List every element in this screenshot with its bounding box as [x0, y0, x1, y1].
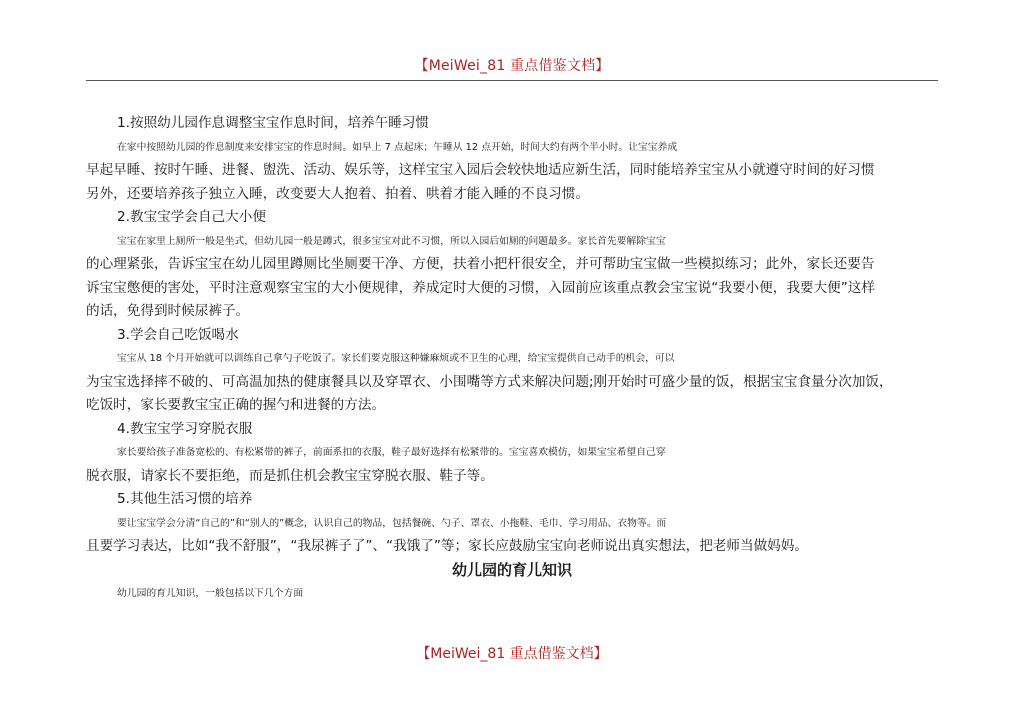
section-heading: 2.教宝宝学会自己大小便 [117, 209, 266, 225]
paragraph-line: 的心理紧张，告诉宝宝在幼儿园里蹲厕比坐厕要干净、方便，扶着小把杆很安全，并可帮助宝宝做一些模拟练习；此外，家长还要告 [86, 256, 875, 272]
section-paragraph [86, 512, 938, 559]
section-paragraph [86, 347, 938, 418]
paragraph-line: 幼儿园的育儿知识，一般包括以下几个方面 [117, 587, 304, 599]
section-heading: 1.按照幼儿园作息调整宝宝作息时间，培养午睡习惯 [117, 115, 430, 131]
header-divider [86, 80, 938, 81]
paragraph-line: 在家中按照幼儿园的作息制度来安排宝宝的作息时间。如早上 7 点起床；午睡从 12 点开始，时间大约有两个半小时。让宝宝养成 [117, 141, 678, 153]
paragraph-line: 宝宝在家里上厕所一般是坐式，但幼儿园一般是蹲式，很多宝宝对此不习惯，所以入园后如厕的问题最多。家长首先要解除宝宝 [117, 235, 666, 247]
page-header: 【MeiWei_81 重点借鉴文档】 [414, 58, 610, 74]
page-footer: 【MeiWei_81 重点借鉴文档】 [416, 646, 608, 662]
section-paragraph [86, 441, 938, 488]
section-heading: 4.教宝宝学习穿脱衣服 [117, 420, 253, 437]
article-title: 幼儿园的育儿知识 [451, 560, 572, 579]
paragraph-line: 为宝宝选择摔不破的、可高温加热的健康餐具以及穿罩衣、小围嘴等方式来解决问题;刚开始时可盛少量的饭，根据宝宝食量分次加饭， [86, 373, 893, 390]
paragraph-line: 要让宝宝学会分清“自己的”和“别人的”概念，认识自己的物品，包括餐碗、勺子、罩衣、小拖鞋、毛巾、学习用品、衣物等。而 [117, 517, 667, 529]
paragraph-line: 诉宝宝憋便的害处，平时注意观察宝宝的大小便规律，养成定时大便的习惯，入园前应该重点教会宝宝说“我要小便，我要大便”这样 [86, 279, 875, 296]
section-paragraph [86, 230, 938, 324]
paragraph-line: 吃饭时，家长要教宝宝正确的握勺和进餐的方法。 [86, 397, 386, 413]
paragraph-line: 另外，还要培养孩子独立入睡，改变要大人抱着、拍着、哄着才能入睡的不良习惯。 [86, 185, 589, 202]
paragraph-line: 的话，免得到时候尿裤子。 [86, 303, 250, 319]
article-intro [86, 582, 938, 606]
section-heading: 5.其他生活习惯的培养 [117, 491, 253, 507]
paragraph-line: 家长要给孩子准备宽松的、有松紧带的裤子，前面系扣的衣服，鞋子最好选择有松紧带的。宝宝喜欢模仿，如果宝宝希望自己穿 [117, 447, 666, 458]
document-body [86, 112, 938, 605]
section-heading: 3.学会自己吃饭喝水 [117, 326, 239, 343]
paragraph-line: 宝宝从 18 个月开始就可以训练自己拿勺子吃饭了。家长们要克服这种嫌麻烦或不卫生的心理，给宝宝提供自己动手的机会，可以 [117, 353, 675, 364]
paragraph-line: 脱衣服，请家长不要拒绝，而是抓住机会教宝宝穿脱衣服、鞋子等。 [86, 467, 494, 484]
paragraph-line: 且要学习表达，比如“我不舒服”，“我尿裤子了”、“我饿了”等；家长应鼓励宝宝向老师说出真实想法，把老师当做妈妈。 [86, 538, 808, 554]
section-paragraph [86, 136, 938, 207]
paragraph-line: 早起早睡、按时午睡、进餐、盥洗、活动、娱乐等，这样宝宝入园后会较快地适应新生活，同时能培养宝宝从小就遵守时间的好习惯 [86, 162, 875, 178]
